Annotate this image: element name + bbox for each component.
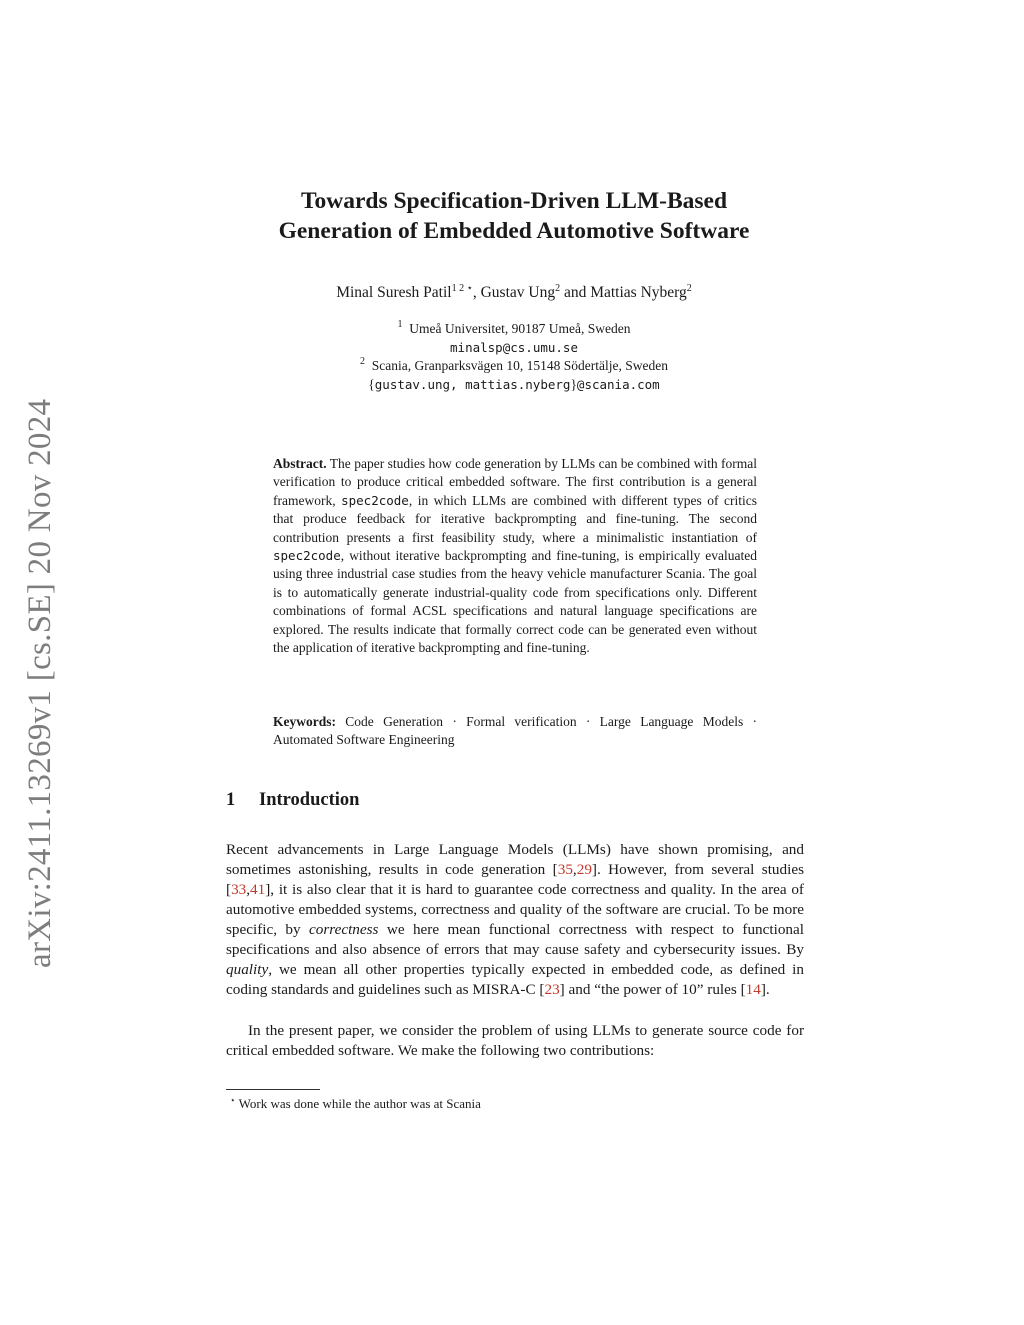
code-term: spec2code bbox=[341, 492, 409, 508]
email-names: gustav.ung, mattias.nyberg bbox=[374, 376, 571, 392]
affiliation-2-number: 2 bbox=[360, 356, 366, 367]
footnote-text: Work was done while the author was at Scania bbox=[235, 1096, 481, 1111]
citation-link[interactable]: 14 bbox=[745, 981, 761, 998]
author-1-marks: 1 2 ⋆ bbox=[451, 283, 473, 294]
paragraph-text: , we mean all other properties typically expected in embedded code, as defined in coding standards and guidelines such as MISRA-C [ bbox=[226, 961, 804, 998]
affiliation-1-email: minalsp@cs.umu.se bbox=[450, 339, 578, 355]
emphasis-term: quality bbox=[226, 961, 269, 978]
section-title: Introduction bbox=[259, 790, 360, 810]
affiliations bbox=[180, 320, 848, 394]
author-separator: , bbox=[472, 284, 481, 301]
title-line-2: Generation of Embedded Automotive Software bbox=[278, 218, 750, 244]
paragraph-text: ]. However, from several studies [ bbox=[226, 861, 804, 898]
citation-link[interactable]: 23 bbox=[544, 981, 560, 998]
email-domain: @scania.com bbox=[576, 376, 660, 392]
citation-link[interactable]: 29 bbox=[576, 861, 592, 878]
affiliation-1-number: 1 bbox=[397, 319, 403, 330]
paragraph-text: ]. bbox=[760, 981, 770, 998]
abstract bbox=[273, 455, 757, 657]
paragraph-text: Recent advancements in Large Language Models (LLMs) have shown promising, and sometimes astonishing, results in code generation [ bbox=[226, 841, 804, 878]
paper-title bbox=[180, 186, 848, 246]
affiliation-2-email bbox=[180, 376, 848, 395]
keywords-label: Keywords: bbox=[273, 714, 336, 729]
emphasis-term: correctness bbox=[309, 921, 379, 938]
author-2-marks: 2 bbox=[555, 283, 561, 294]
abstract-label: Abstract. bbox=[273, 456, 327, 471]
affiliation-2-text: Scania, Granparksvägen 10, 15148 Södertälje, Sweden bbox=[371, 358, 668, 373]
section-number: 1 bbox=[226, 790, 236, 810]
abstract-text: , in which LLMs are combined with different types of critics that produce feedback for iterative backprompting and fine-tuning. The second contribution presents a first feasibility study, where a minimalistic instantiation of bbox=[273, 492, 757, 545]
author-3-marks: 2 bbox=[686, 283, 692, 294]
footnote-mark: ⋆ bbox=[230, 1095, 236, 1105]
affiliation-1-text: Umeå Universitet, 90187 Umeå, Sweden bbox=[409, 321, 631, 336]
abstract-text: The paper studies how code generation by LLMs can be combined with formal verification to produce critical embedded software. The first contribution is a general framework, bbox=[273, 456, 757, 508]
citation-link[interactable]: 35 bbox=[557, 861, 573, 878]
body-paragraph-2: In the present paper, we consider the problem of using LLMs to generate source code for critical embedded software. We make the following two contributions: bbox=[226, 1022, 804, 1059]
section-heading bbox=[226, 790, 359, 811]
author-2: Gustav Ung bbox=[480, 284, 556, 301]
email-brace-close: } bbox=[570, 376, 577, 392]
footnote-rule bbox=[226, 1089, 320, 1090]
title-line-1: Towards Specification-Driven LLM-Based bbox=[300, 188, 728, 214]
author-3: Mattias Nyberg bbox=[590, 284, 687, 301]
arxiv-stamp: arXiv:2411.13269v1 [cs.SE] 20 Nov 2024 bbox=[22, 398, 58, 968]
author-list bbox=[180, 284, 848, 302]
paragraph-text: ] and “the power of 10” rules [ bbox=[559, 981, 746, 998]
author-1: Minal Suresh Patil bbox=[336, 284, 452, 301]
code-term: spec2code bbox=[273, 548, 341, 564]
citation-link[interactable]: 33 bbox=[231, 881, 247, 898]
citation-separator: , bbox=[246, 881, 251, 898]
affiliation-2 bbox=[180, 357, 848, 376]
paragraph-text: ], it is also clear that it is hard to guarantee code correctness and quality. In the area of automotive embedded systems, correctness and quality of the software are crucial. To be more specific, by bbox=[226, 881, 804, 938]
citation-separator: , bbox=[572, 861, 577, 878]
keywords bbox=[273, 713, 757, 750]
footnote bbox=[230, 1096, 481, 1112]
paragraph-text: we here mean functional correctness with respect to functional specifications and also absence of errors that may cause safety and cybersecurity issues. By bbox=[226, 921, 804, 958]
author-separator: and bbox=[560, 284, 591, 301]
abstract-text: , without iterative backprompting and fine-tuning, is empirically evaluated using three industrial case studies from the heavy vehicle manufacturer Scania. The goal is to automatically generate industrial-quality code from specifications only. Different combinations of formal ACSL specifications and natural language specifications are explored. The results indicate that formally correct code can be generated even without the application of iterative backprompting and fine-tuning. bbox=[273, 548, 757, 656]
citation-link[interactable]: 41 bbox=[250, 881, 266, 898]
body-paragraph-1 bbox=[226, 840, 804, 1000]
affiliation-1 bbox=[180, 320, 848, 339]
email-brace-open: { bbox=[368, 376, 375, 392]
keywords-text: Code Generation · Formal verification · Large Language Models · Automated Software Engineering bbox=[273, 714, 757, 748]
